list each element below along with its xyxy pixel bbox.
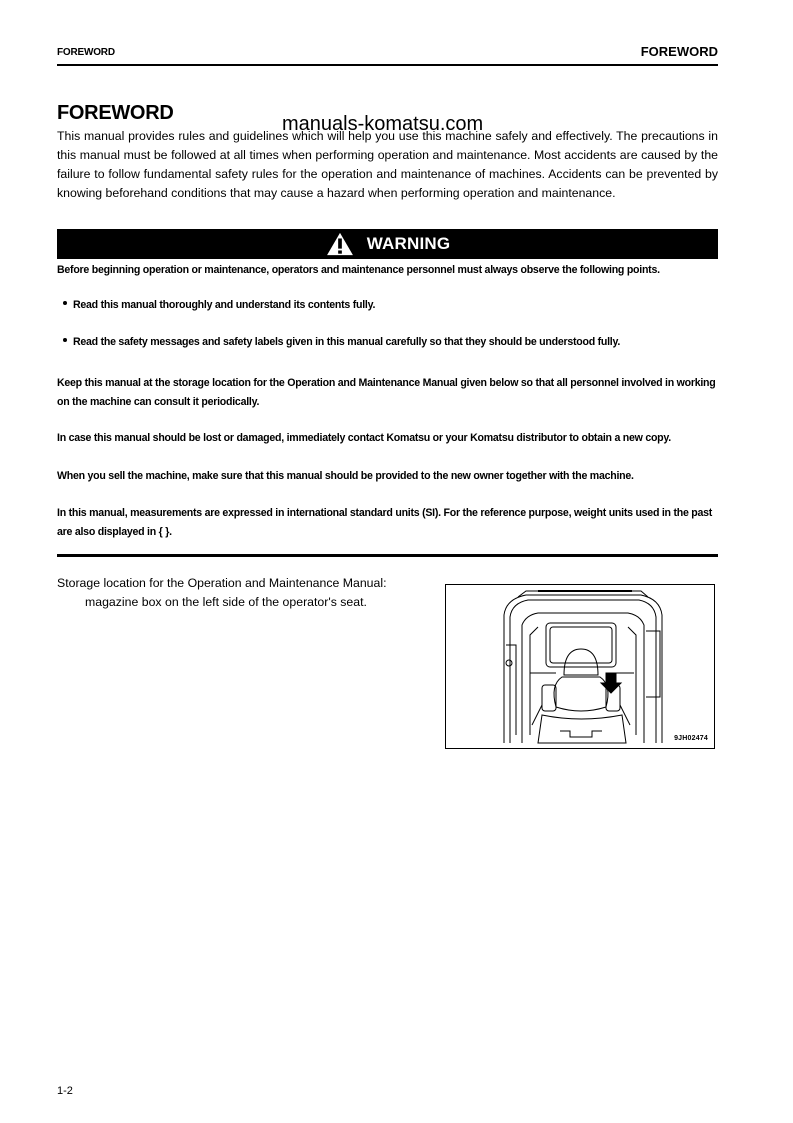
warning-lead: Before beginning operation or maintenance, operators and maintenance personnel must always observe the following points. — [57, 264, 660, 276]
running-header-right: FOREWORD — [640, 44, 718, 59]
figure-id: 9JH02474 — [674, 735, 708, 742]
section-divider — [57, 554, 718, 557]
bullet-item — [63, 299, 375, 311]
warning-paragraph: When you sell the machine, make sure that this manual should be provided to the new owner together with the machine. — [57, 470, 634, 482]
warning-paragraph: In case this manual should be lost or damaged, immediately contact Komatsu or your Komatsu distributor to obtain a new copy. — [57, 432, 671, 444]
page-number: 1-2 — [57, 1085, 73, 1097]
intro-paragraph: This manual provides rules and guidelines which will help you use this machine safely and effectively. The precautions in this manual must be followed at all times when performing operation and maintenance. Most accidents are caused by the failure to follow fundamental safety rules for the operation and maintenance of machines. Accidents can be prevented by knowing beforehand conditions that may cause a hazard when performing operation and maintenance. — [57, 129, 718, 200]
watermark: manuals-komatsu.com — [282, 113, 484, 135]
warning-banner — [57, 229, 718, 259]
warning-label: WARNING — [366, 234, 451, 253]
operator-cab-drawing — [446, 585, 714, 748]
page-title: FOREWORD — [57, 102, 174, 124]
bullet-text: Read this manual thoroughly and understand its contents fully. — [73, 299, 376, 311]
header-divider — [57, 64, 718, 66]
storage-location-label: Storage location for the Operation and Maintenance Manual: — [57, 576, 387, 590]
warning-paragraph: In this manual, measurements are expressed in international standard units (SI). For the reference purpose, weight units used in the past are also displayed in { }. — [57, 507, 713, 538]
cab-illustration — [445, 584, 715, 749]
bullet-item — [63, 336, 620, 348]
bullet-text: Read the safety messages and safety labels given in this manual carefully so that they should be understood fully. — [73, 336, 621, 348]
running-header-left: FOREWORD — [57, 47, 115, 58]
bullet-icon — [63, 301, 67, 305]
warning-triangle-icon — [325, 232, 355, 256]
bullet-icon — [63, 338, 67, 342]
storage-location-detail: magazine box on the left side of the operator's seat. — [85, 595, 367, 609]
warning-paragraph: Keep this manual at the storage location for the Operation and Maintenance Manual given below so that all personnel involved in working on the machine can consult it periodically. — [57, 377, 716, 408]
